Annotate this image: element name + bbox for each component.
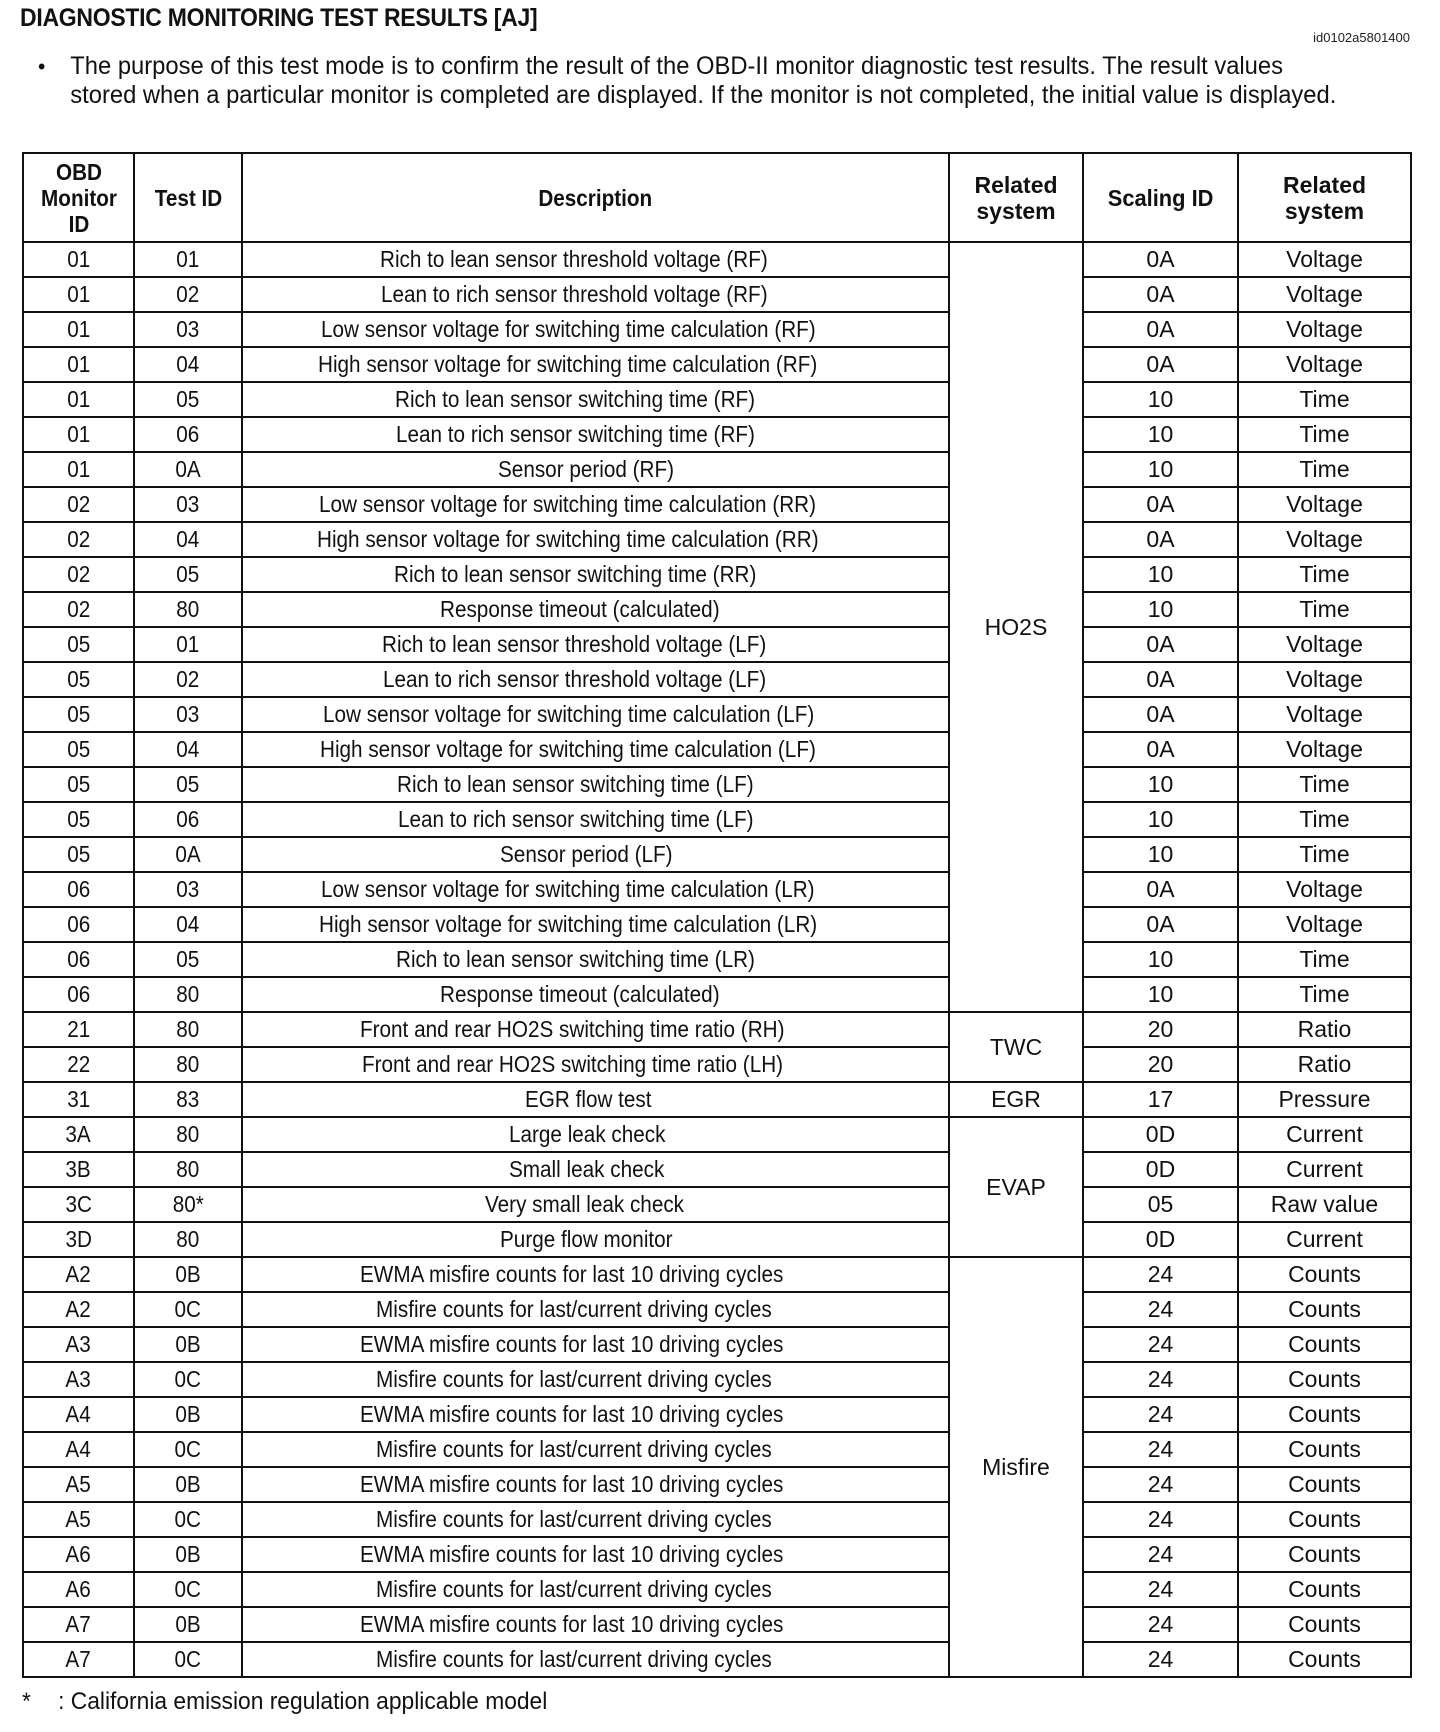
cell-obd-monitor-id: 06 xyxy=(23,907,134,942)
cell-related-system: HO2S xyxy=(949,242,1083,1012)
cell-description: Low sensor voltage for switching time calculation (LR) xyxy=(242,872,949,907)
cell-scaling-id: 0D xyxy=(1083,1152,1238,1187)
cell-test-id: 80* xyxy=(134,1187,242,1222)
cell-description: Response timeout (calculated) xyxy=(242,977,949,1012)
cell-scaling-id: 24 xyxy=(1083,1607,1238,1642)
cell-test-id: 80 xyxy=(134,1222,242,1257)
cell-test-id: 0A xyxy=(134,837,242,872)
cell-description: EWMA misfire counts for last 10 driving cycles xyxy=(242,1537,949,1572)
cell-obd-monitor-id: A6 xyxy=(23,1572,134,1607)
cell-test-id: 02 xyxy=(134,277,242,312)
cell-unit: Raw value xyxy=(1238,1187,1411,1222)
cell-test-id: 03 xyxy=(134,487,242,522)
cell-test-id: 0B xyxy=(134,1257,242,1292)
cell-unit: Time xyxy=(1238,837,1411,872)
cell-unit: Time xyxy=(1238,802,1411,837)
cell-description: High sensor voltage for switching time calculation (RF) xyxy=(242,347,949,382)
cell-test-id: 0C xyxy=(134,1432,242,1467)
cell-scaling-id: 10 xyxy=(1083,592,1238,627)
cell-test-id: 03 xyxy=(134,312,242,347)
cell-test-id: 0B xyxy=(134,1537,242,1572)
cell-unit: Time xyxy=(1238,592,1411,627)
intro-text: The purpose of this test mode is to confirm the result of the OBD-II monitor diagnostic test results. The result values stored when a particular monitor is completed are displayed. If the monitor is not completed, the initial value is displayed. xyxy=(70,52,1337,109)
table-row xyxy=(23,872,1411,907)
cell-scaling-id: 0A xyxy=(1083,627,1238,662)
cell-test-id: 05 xyxy=(134,942,242,977)
cell-test-id: 0A xyxy=(134,452,242,487)
cell-scaling-id: 0A xyxy=(1083,277,1238,312)
cell-scaling-id: 0D xyxy=(1083,1117,1238,1152)
cell-obd-monitor-id: A3 xyxy=(23,1362,134,1397)
cell-description: Misfire counts for last/current driving cycles xyxy=(242,1292,949,1327)
table-row xyxy=(23,1152,1411,1187)
cell-test-id: 05 xyxy=(134,382,242,417)
cell-obd-monitor-id: 05 xyxy=(23,697,134,732)
table-row xyxy=(23,942,1411,977)
cell-description: Rich to lean sensor threshold voltage (RF) xyxy=(242,242,949,277)
cell-unit: Counts xyxy=(1238,1432,1411,1467)
cell-scaling-id: 24 xyxy=(1083,1502,1238,1537)
cell-unit: Voltage xyxy=(1238,277,1411,312)
cell-scaling-id: 0A xyxy=(1083,872,1238,907)
cell-unit: Current xyxy=(1238,1117,1411,1152)
asterisk-mark: * xyxy=(22,1688,31,1715)
cell-description: Lean to rich sensor threshold voltage (RF) xyxy=(242,277,949,312)
cell-description: EWMA misfire counts for last 10 driving cycles xyxy=(242,1257,949,1292)
cell-scaling-id: 10 xyxy=(1083,557,1238,592)
cell-scaling-id: 0A xyxy=(1083,487,1238,522)
cell-test-id: 0C xyxy=(134,1502,242,1537)
cell-unit: Time xyxy=(1238,767,1411,802)
table-row xyxy=(23,732,1411,767)
table-row xyxy=(23,662,1411,697)
cell-obd-monitor-id: 02 xyxy=(23,557,134,592)
cell-test-id: 0B xyxy=(134,1607,242,1642)
cell-description: Rich to lean sensor switching time (LR) xyxy=(242,942,949,977)
cell-scaling-id: 20 xyxy=(1083,1047,1238,1082)
cell-obd-monitor-id: 3D xyxy=(23,1222,134,1257)
cell-unit: Time xyxy=(1238,977,1411,1012)
cell-unit: Voltage xyxy=(1238,487,1411,522)
table-row xyxy=(23,1432,1411,1467)
cell-obd-monitor-id: 3A xyxy=(23,1117,134,1152)
cell-unit: Voltage xyxy=(1238,907,1411,942)
cell-obd-monitor-id: 21 xyxy=(23,1012,134,1047)
cell-description: EWMA misfire counts for last 10 driving cycles xyxy=(242,1467,949,1502)
cell-obd-monitor-id: 05 xyxy=(23,662,134,697)
table-row xyxy=(23,627,1411,662)
cell-test-id: 04 xyxy=(134,732,242,767)
cell-obd-monitor-id: A4 xyxy=(23,1397,134,1432)
cell-unit: Voltage xyxy=(1238,662,1411,697)
cell-unit: Time xyxy=(1238,452,1411,487)
cell-description: Rich to lean sensor switching time (RF) xyxy=(242,382,949,417)
cell-scaling-id: 0A xyxy=(1083,732,1238,767)
table-row xyxy=(23,487,1411,522)
table-row xyxy=(23,977,1411,1012)
cell-description: EWMA misfire counts for last 10 driving cycles xyxy=(242,1327,949,1362)
cell-scaling-id: 05 xyxy=(1083,1187,1238,1222)
table-row xyxy=(23,1572,1411,1607)
cell-obd-monitor-id: 01 xyxy=(23,382,134,417)
cell-unit: Counts xyxy=(1238,1572,1411,1607)
cell-scaling-id: 24 xyxy=(1083,1292,1238,1327)
cell-obd-monitor-id: 05 xyxy=(23,802,134,837)
cell-unit: Counts xyxy=(1238,1607,1411,1642)
cell-obd-monitor-id: 01 xyxy=(23,242,134,277)
cell-unit: Voltage xyxy=(1238,522,1411,557)
cell-scaling-id: 0A xyxy=(1083,662,1238,697)
table-row xyxy=(23,1327,1411,1362)
cell-obd-monitor-id: 3C xyxy=(23,1187,134,1222)
table-row xyxy=(23,452,1411,487)
cell-scaling-id: 0A xyxy=(1083,312,1238,347)
cell-test-id: 0C xyxy=(134,1362,242,1397)
cell-description: Lean to rich sensor threshold voltage (LF) xyxy=(242,662,949,697)
bullet-icon: • xyxy=(38,54,46,79)
table-row xyxy=(23,417,1411,452)
table-row xyxy=(23,1082,1411,1117)
cell-scaling-id: 24 xyxy=(1083,1467,1238,1502)
footnote xyxy=(22,1688,547,1716)
cell-unit: Voltage xyxy=(1238,627,1411,662)
header-related-system-2: Related system xyxy=(1238,153,1411,242)
cell-description: Sensor period (LF) xyxy=(242,837,949,872)
cell-test-id: 0B xyxy=(134,1397,242,1432)
cell-test-id: 0B xyxy=(134,1467,242,1502)
table-row xyxy=(23,802,1411,837)
cell-unit: Counts xyxy=(1238,1292,1411,1327)
cell-unit: Counts xyxy=(1238,1397,1411,1432)
cell-test-id: 01 xyxy=(134,627,242,662)
cell-scaling-id: 0A xyxy=(1083,522,1238,557)
table-row xyxy=(23,1607,1411,1642)
cell-test-id: 0C xyxy=(134,1642,242,1677)
cell-scaling-id: 24 xyxy=(1083,1572,1238,1607)
header-test-id: Test ID xyxy=(134,153,242,242)
cell-description: High sensor voltage for switching time calculation (LF) xyxy=(242,732,949,767)
table-row xyxy=(23,1397,1411,1432)
header-related-system: Related system xyxy=(949,153,1083,242)
table-row xyxy=(23,382,1411,417)
cell-obd-monitor-id: 01 xyxy=(23,312,134,347)
cell-unit: Voltage xyxy=(1238,242,1411,277)
table-row xyxy=(23,277,1411,312)
table-row xyxy=(23,522,1411,557)
table-row xyxy=(23,1012,1411,1047)
cell-description: Misfire counts for last/current driving cycles xyxy=(242,1432,949,1467)
cell-obd-monitor-id: 01 xyxy=(23,277,134,312)
table-row xyxy=(23,1257,1411,1292)
cell-related-system: EVAP xyxy=(949,1117,1083,1257)
cell-obd-monitor-id: A5 xyxy=(23,1467,134,1502)
cell-test-id: 80 xyxy=(134,1117,242,1152)
table-row xyxy=(23,1222,1411,1257)
cell-description: Rich to lean sensor threshold voltage (LF) xyxy=(242,627,949,662)
cell-test-id: 80 xyxy=(134,592,242,627)
cell-test-id: 83 xyxy=(134,1082,242,1117)
cell-scaling-id: 20 xyxy=(1083,1012,1238,1047)
cell-description: High sensor voltage for switching time calculation (RR) xyxy=(242,522,949,557)
page-title: DIAGNOSTIC MONITORING TEST RESULTS [AJ] xyxy=(20,4,538,32)
table-row xyxy=(23,1642,1411,1677)
cell-obd-monitor-id: 01 xyxy=(23,417,134,452)
table-row xyxy=(23,1187,1411,1222)
cell-unit: Current xyxy=(1238,1152,1411,1187)
cell-description: Lean to rich sensor switching time (LF) xyxy=(242,802,949,837)
cell-scaling-id: 10 xyxy=(1083,977,1238,1012)
cell-scaling-id: 24 xyxy=(1083,1362,1238,1397)
cell-obd-monitor-id: 05 xyxy=(23,732,134,767)
cell-test-id: 02 xyxy=(134,662,242,697)
table-row xyxy=(23,697,1411,732)
cell-unit: Current xyxy=(1238,1222,1411,1257)
cell-scaling-id: 0A xyxy=(1083,242,1238,277)
cell-obd-monitor-id: 3B xyxy=(23,1152,134,1187)
cell-description: High sensor voltage for switching time calculation (LR) xyxy=(242,907,949,942)
cell-description: Front and rear HO2S switching time ratio (LH) xyxy=(242,1047,949,1082)
cell-scaling-id: 10 xyxy=(1083,382,1238,417)
cell-scaling-id: 17 xyxy=(1083,1082,1238,1117)
cell-description: Low sensor voltage for switching time calculation (RR) xyxy=(242,487,949,522)
table-row xyxy=(23,767,1411,802)
cell-test-id: 80 xyxy=(134,1012,242,1047)
cell-unit: Counts xyxy=(1238,1362,1411,1397)
cell-obd-monitor-id: 05 xyxy=(23,767,134,802)
cell-unit: Counts xyxy=(1238,1257,1411,1292)
cell-obd-monitor-id: 02 xyxy=(23,487,134,522)
cell-description: Lean to rich sensor switching time (RF) xyxy=(242,417,949,452)
cell-description: Small leak check xyxy=(242,1152,949,1187)
cell-obd-monitor-id: 05 xyxy=(23,627,134,662)
table-row xyxy=(23,1117,1411,1152)
cell-scaling-id: 10 xyxy=(1083,837,1238,872)
footnote-text: : California emission regulation applicable model xyxy=(58,1688,548,1715)
cell-test-id: 03 xyxy=(134,872,242,907)
cell-unit: Counts xyxy=(1238,1537,1411,1572)
table-row xyxy=(23,1362,1411,1397)
cell-test-id: 80 xyxy=(134,977,242,1012)
cell-obd-monitor-id: 02 xyxy=(23,522,134,557)
test-results-table xyxy=(22,152,1412,1678)
cell-test-id: 04 xyxy=(134,347,242,382)
cell-description: EWMA misfire counts for last 10 driving cycles xyxy=(242,1607,949,1642)
intro-paragraph xyxy=(38,52,1340,110)
cell-test-id: 03 xyxy=(134,697,242,732)
cell-obd-monitor-id: A2 xyxy=(23,1257,134,1292)
table-row xyxy=(23,837,1411,872)
table-row xyxy=(23,1502,1411,1537)
cell-test-id: 80 xyxy=(134,1047,242,1082)
cell-unit: Counts xyxy=(1238,1642,1411,1677)
cell-description: Misfire counts for last/current driving cycles xyxy=(242,1572,949,1607)
cell-description: Response timeout (calculated) xyxy=(242,592,949,627)
cell-unit: Counts xyxy=(1238,1502,1411,1537)
header-scaling-id: Scaling ID xyxy=(1083,153,1238,242)
cell-description: Sensor period (RF) xyxy=(242,452,949,487)
cell-test-id: 0C xyxy=(134,1572,242,1607)
table-header-row xyxy=(23,153,1411,242)
table-row xyxy=(23,907,1411,942)
table-row xyxy=(23,557,1411,592)
cell-unit: Ratio xyxy=(1238,1012,1411,1047)
table-row xyxy=(23,1467,1411,1502)
cell-description: Very small leak check xyxy=(242,1187,949,1222)
cell-obd-monitor-id: A4 xyxy=(23,1432,134,1467)
cell-unit: Time xyxy=(1238,942,1411,977)
cell-obd-monitor-id: A5 xyxy=(23,1502,134,1537)
table-body xyxy=(23,242,1411,1677)
cell-test-id: 01 xyxy=(134,242,242,277)
cell-description: Low sensor voltage for switching time calculation (LF) xyxy=(242,697,949,732)
cell-scaling-id: 24 xyxy=(1083,1537,1238,1572)
cell-description: Rich to lean sensor switching time (LF) xyxy=(242,767,949,802)
cell-scaling-id: 10 xyxy=(1083,767,1238,802)
table-row xyxy=(23,1292,1411,1327)
header-obd-monitor-id: OBD Monitor ID xyxy=(23,153,134,242)
cell-related-system: TWC xyxy=(949,1012,1083,1082)
cell-scaling-id: 24 xyxy=(1083,1327,1238,1362)
cell-description: Misfire counts for last/current driving cycles xyxy=(242,1502,949,1537)
cell-test-id: 06 xyxy=(134,417,242,452)
cell-test-id: 0C xyxy=(134,1292,242,1327)
cell-description: Misfire counts for last/current driving cycles xyxy=(242,1362,949,1397)
cell-related-system: EGR xyxy=(949,1082,1083,1117)
cell-scaling-id: 0A xyxy=(1083,697,1238,732)
cell-test-id: 80 xyxy=(134,1152,242,1187)
cell-description: EGR flow test xyxy=(242,1082,949,1117)
cell-obd-monitor-id: A3 xyxy=(23,1327,134,1362)
cell-description: Front and rear HO2S switching time ratio (RH) xyxy=(242,1012,949,1047)
cell-related-system: Misfire xyxy=(949,1257,1083,1677)
cell-scaling-id: 0A xyxy=(1083,907,1238,942)
cell-description: Low sensor voltage for switching time calculation (RF) xyxy=(242,312,949,347)
cell-unit: Counts xyxy=(1238,1467,1411,1502)
cell-obd-monitor-id: 31 xyxy=(23,1082,134,1117)
cell-test-id: 05 xyxy=(134,557,242,592)
cell-obd-monitor-id: 06 xyxy=(23,942,134,977)
cell-unit: Voltage xyxy=(1238,347,1411,382)
table-row xyxy=(23,312,1411,347)
document-id: id0102a5801400 xyxy=(1313,30,1410,45)
table-row xyxy=(23,1047,1411,1082)
cell-scaling-id: 0D xyxy=(1083,1222,1238,1257)
cell-description: Large leak check xyxy=(242,1117,949,1152)
cell-test-id: 04 xyxy=(134,522,242,557)
cell-unit: Voltage xyxy=(1238,872,1411,907)
cell-test-id: 06 xyxy=(134,802,242,837)
cell-obd-monitor-id: A6 xyxy=(23,1537,134,1572)
cell-obd-monitor-id: 05 xyxy=(23,837,134,872)
table-row xyxy=(23,347,1411,382)
cell-unit: Voltage xyxy=(1238,697,1411,732)
cell-unit: Time xyxy=(1238,557,1411,592)
cell-unit: Time xyxy=(1238,382,1411,417)
cell-obd-monitor-id: 22 xyxy=(23,1047,134,1082)
cell-obd-monitor-id: A7 xyxy=(23,1607,134,1642)
cell-description: Misfire counts for last/current driving cycles xyxy=(242,1642,949,1677)
cell-scaling-id: 10 xyxy=(1083,417,1238,452)
table-row xyxy=(23,242,1411,277)
cell-obd-monitor-id: A7 xyxy=(23,1642,134,1677)
cell-obd-monitor-id: 02 xyxy=(23,592,134,627)
header-description: Description xyxy=(242,153,949,242)
cell-unit: Counts xyxy=(1238,1327,1411,1362)
cell-test-id: 04 xyxy=(134,907,242,942)
cell-obd-monitor-id: 01 xyxy=(23,452,134,487)
cell-scaling-id: 10 xyxy=(1083,452,1238,487)
cell-scaling-id: 10 xyxy=(1083,942,1238,977)
cell-test-id: 0B xyxy=(134,1327,242,1362)
table-row xyxy=(23,1537,1411,1572)
cell-unit: Voltage xyxy=(1238,312,1411,347)
cell-unit: Time xyxy=(1238,417,1411,452)
cell-test-id: 05 xyxy=(134,767,242,802)
cell-obd-monitor-id: 06 xyxy=(23,977,134,1012)
cell-description: EWMA misfire counts for last 10 driving cycles xyxy=(242,1397,949,1432)
cell-scaling-id: 10 xyxy=(1083,802,1238,837)
cell-scaling-id: 24 xyxy=(1083,1432,1238,1467)
cell-obd-monitor-id: A2 xyxy=(23,1292,134,1327)
cell-unit: Pressure xyxy=(1238,1082,1411,1117)
cell-obd-monitor-id: 06 xyxy=(23,872,134,907)
cell-description: Purge flow monitor xyxy=(242,1222,949,1257)
cell-scaling-id: 24 xyxy=(1083,1642,1238,1677)
cell-scaling-id: 24 xyxy=(1083,1397,1238,1432)
cell-scaling-id: 0A xyxy=(1083,347,1238,382)
cell-scaling-id: 24 xyxy=(1083,1257,1238,1292)
cell-unit: Voltage xyxy=(1238,732,1411,767)
cell-unit: Ratio xyxy=(1238,1047,1411,1082)
cell-description: Rich to lean sensor switching time (RR) xyxy=(242,557,949,592)
cell-obd-monitor-id: 01 xyxy=(23,347,134,382)
table-row xyxy=(23,592,1411,627)
